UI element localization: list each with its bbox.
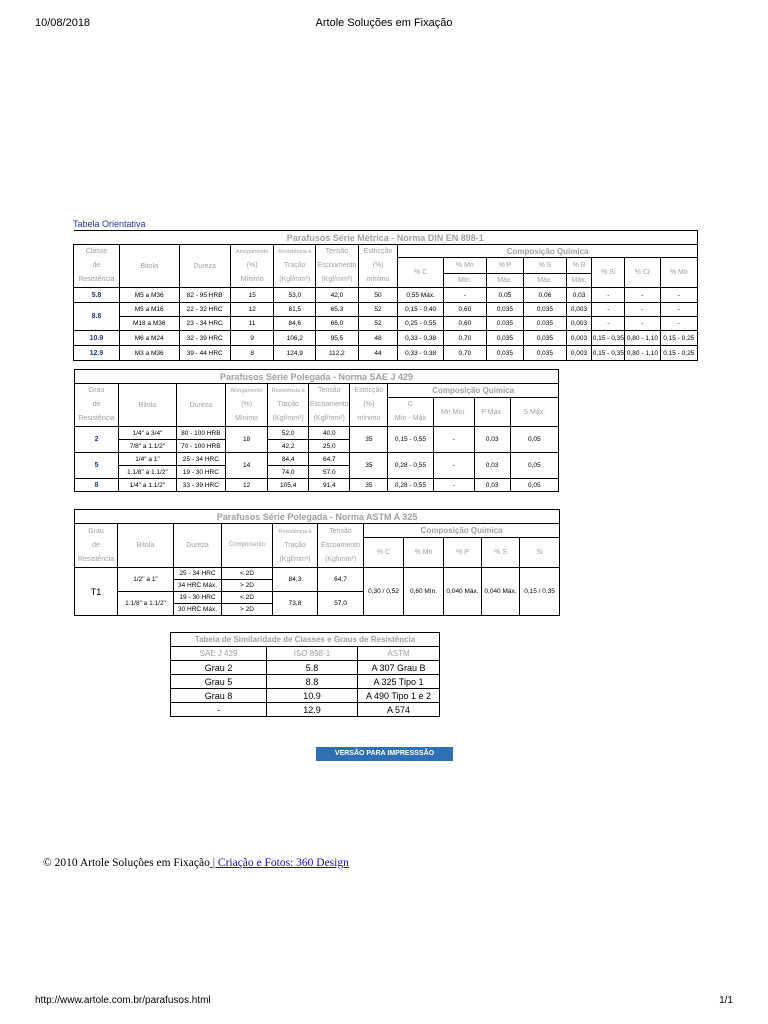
col-estriccao: Estricção (%) mínimo [358,245,397,288]
table-row: 1.1/8" a 1.1/2" 19 - 30 HRC 74,0 57,0 [75,466,559,479]
col-bitola: Bitola [118,524,174,568]
col-mn: % Mn [404,538,444,568]
col-dureza: Dureza [174,524,222,568]
col-estriccao: Estricção (%) mínimo [350,384,388,427]
col-alongamento: Alongamento (%) Mínimo [230,245,274,288]
astm-chem-title: Composição Química [364,524,560,538]
col-c: % C [364,538,404,568]
col-s-sub: Máx. [524,274,567,288]
table-row: 10.9 M6 a M24 32 - 39 HRC 9 106,2 95,5 48 0,33 - 0,38 0,70 0,035 0,035 0,003 0,15 - 0,35 0,80 - 1,10 0,15 - 0,25 [74,331,698,346]
col-mn: % Mn [444,258,487,274]
table-row: 30 HRC Máx. > 2D [75,604,560,616]
col-astm: ASTM [358,647,440,661]
col-resistencia: Resistência à Tração (Kgf/mm²) [273,524,318,568]
table-row: - 12.9 A 574 [171,703,440,717]
col-comprimento: Comprimento [222,524,273,568]
col-s: S Máx. [510,398,558,427]
table-row: 2 1/4" a 3/4" 80 - 100 HRB 18 52,0 40,0 35 0,15 - 0,55 - 0,03 0,05 [75,427,559,440]
print-date: 10/08/2018 [35,17,91,29]
table-row: 12.9 M3 a M36 39 - 44 HRC 8 124,9 112,2 44 0,33 - 0,38 0,70 0,035 0,035 0,003 0,15 - 0,35 0,80 - 1,10 0,15 - 0,25 [74,346,698,361]
col-s: % S [482,538,520,568]
col-c: C Mín - Máx [388,398,433,427]
col-tensao: Tensão Escoamento (Kgf/mm²) [318,524,364,568]
guide-label: Tabela Orientativa [73,219,146,229]
credits-link[interactable]: | Criação e Fotos: 360 Design [209,857,349,869]
col-grau: Grau de Resistência [75,524,118,568]
metric-chem-title: Composição Química [398,245,698,258]
table-row: 5.8 M5 a M36 82 - 95 HRB 15 53,0 42,0 50 0,55 Máx. - 0,05 0,06 0,03 - - - [74,288,698,303]
col-cr: % Cr [625,258,660,288]
col-grau: Grau de Resistência [75,384,119,427]
col-bitola: Bitola [119,245,179,288]
col-resistencia: Resistência à Tração (Kgf/mm²) [268,384,309,427]
col-si: % Si [592,258,625,288]
table-row: 1.1/8" a 1.1/2" 19 - 30 HRC < 2D 73,8 57,0 [75,592,560,604]
similarity-title: Tabela de Similaridade de Classes e Graus de Resistência [171,633,440,647]
table-row: Grau 2 5.8 A 307 Grau B [171,661,440,675]
col-c: % C [398,258,444,288]
table-row: 7/8" a 1.1/2" 70 - 100 HRB 42,2 25,0 [75,440,559,453]
metric-title: Parafusos Série Métrica - Norma DIN EN 898-1 [74,231,698,245]
table-row: 8 1/4" a 1.1/2" 33 - 39 HRC 12 105,4 91,4 35 0,28 - 0,55 - 0,03 0,05 [75,479,559,492]
table-row: T1 1/2" a 1" 25 - 34 HRC < 2D 84,3 64,7 0,30 / 0,52 0,60 Mín. 0,040 Máx. 0,040 Máx. 0,15 / 0,35 [75,568,560,580]
similarity-table [170,632,440,717]
col-resistencia: Resistência à Tração (Kgf/mm²) [274,245,316,288]
page-title: Artole Soluções em Fixação [315,17,453,29]
copyright [43,857,349,869]
col-iso: ISO 898-1 [267,647,358,661]
col-b: % B [566,258,592,274]
col-p: P Máx. [474,398,510,427]
col-sae: SAE J 429 [171,647,267,661]
col-p: % P [486,258,523,274]
table-row: 8.8 M5 a M16 22 - 32 HRC 12 81,5 65,3 52 0,15 - 0,40 0,60 0,035 0,035 0,003 - - - [74,303,698,317]
table-row: Grau 8 10.9 A 490 Tipo 1 e 2 [171,689,440,703]
col-bitola: Bitola [119,384,177,427]
col-dureza: Dureza [179,245,230,288]
sae-chem-title: Composição Química [388,384,559,398]
col-si: Si [520,538,560,568]
col-tensao: Tensão Escoamento (Kgf/mm²) [316,245,359,288]
sae-title: Parafusos Série Polegada - Norma SAE J 429 [75,370,559,384]
astm-title: Parafusos Série Polegada - Norma ASTM A 325 [75,510,560,524]
page-number: 1/1 [719,995,733,1006]
col-alongamento: Alongamento (%) Mínimo [226,384,268,427]
sae-table [74,369,559,492]
col-mn-sub: Mín. [444,274,487,288]
col-b-sub: Máx. [566,274,592,288]
col-mn: Mn Mín. [433,398,474,427]
table-row: 5 1/4" a 1" 25 - 34 HRC 14 84,4 64,7 35 0,28 - 0,55 - 0,03 0,05 [75,453,559,466]
col-p-sub: Máx. [486,274,523,288]
col-mo: % Mo [660,258,697,288]
table-row: M18 a M36 23 - 34 HRC 11 84,6 66,0 52 0,25 - 0,55 0,60 0,035 0,035 0,003 - - - [74,317,698,331]
metric-table [73,230,698,361]
copyright-text: © 2010 Artole Soluções em Fixação [43,857,210,869]
table-row: Grau 5 8.8 A 325 Tipo 1 [171,675,440,689]
col-classe: Classe de Resistência [74,245,120,288]
astm-table [74,509,560,616]
col-s: % S [524,258,567,274]
col-p: % P [444,538,482,568]
col-tensao: Tensão Escoamento (Kgf/mm²) [309,384,350,427]
print-version-button[interactable]: VERSÃO PARA IMPRESSSÃO [316,747,453,761]
col-dureza: Dureza [176,384,225,427]
page-url: http://www.artole.com.br/parafusos.html [35,995,211,1006]
table-row: 34 HRC Máx. > 2D [75,580,560,592]
